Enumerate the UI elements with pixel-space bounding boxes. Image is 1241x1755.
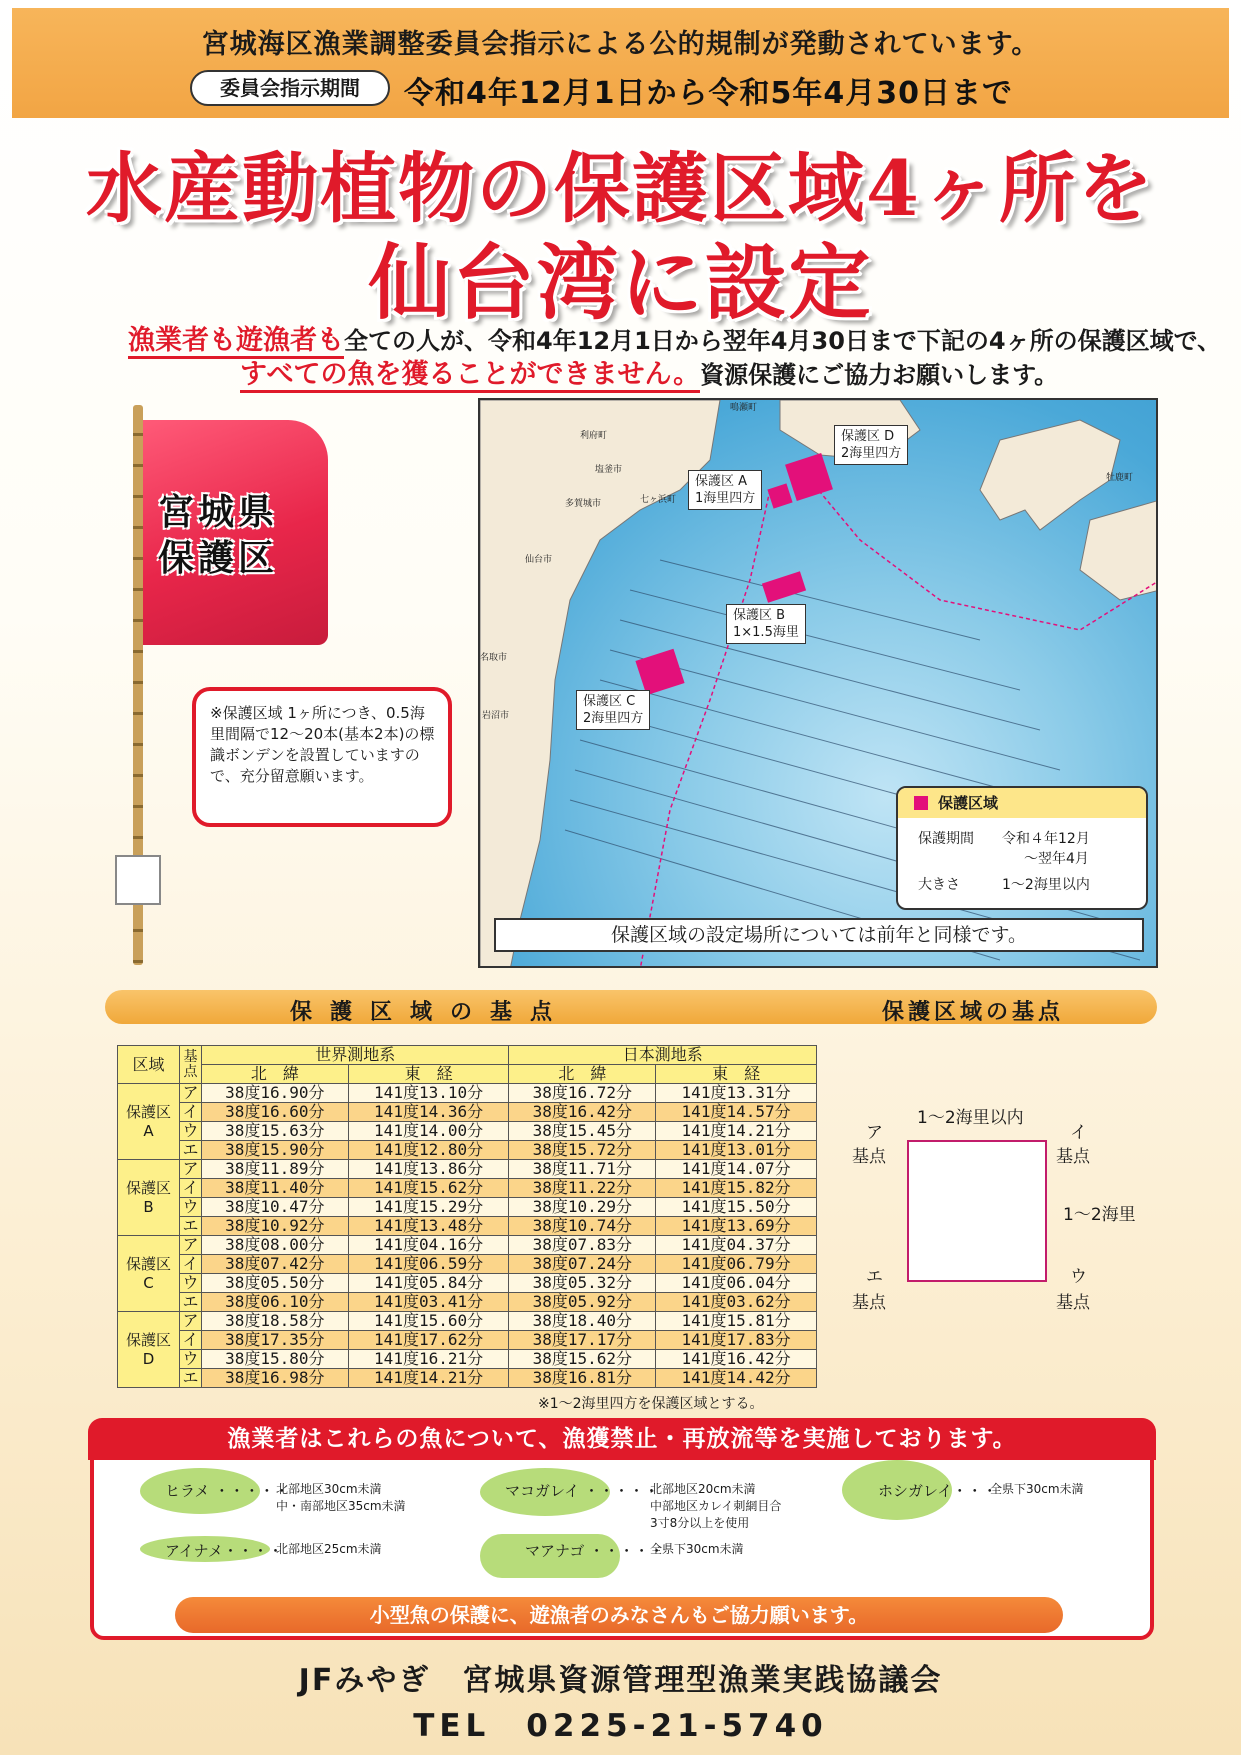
cell-jlon: 141度13.01分 [656, 1141, 817, 1160]
cell-pt: イ [180, 1255, 202, 1274]
fish-rules-header: 漁業者はこれらの魚について、漁獲禁止・再放流等を実施しております。 [88, 1418, 1156, 1460]
city-label: 塩釜市 [595, 465, 623, 475]
zone-name: 保護区 [125, 1102, 171, 1121]
cell-jlat: 38度11.22分 [509, 1179, 656, 1198]
cell-wlat: 38度05.50分 [202, 1274, 349, 1293]
city-label: 鳴瀬町 [730, 403, 758, 413]
headline-line-1: 水産動植物の保護区域4ヶ所を [86, 144, 1155, 233]
cell-wlon: 141度13.10分 [348, 1084, 509, 1103]
cell-wlon: 141度14.00分 [348, 1122, 509, 1141]
table-row [118, 1084, 817, 1103]
flag-line-1: 宮城県 [158, 492, 279, 533]
zone-name: 保護区 [125, 1254, 171, 1273]
legend-period-value-2: 〜翌年4月 [1024, 851, 1089, 867]
table-row [118, 1331, 817, 1350]
cell-jlon: 141度04.37分 [656, 1236, 817, 1255]
city-label: 牡鹿町 [1106, 473, 1134, 483]
cell-jlon: 141度15.82分 [656, 1179, 817, 1198]
legend-size-value: 1〜2海里以内 [1002, 877, 1090, 893]
zone-c-name: 保護区 C [583, 694, 636, 709]
cell-jlat: 38度15.45分 [509, 1122, 656, 1141]
zone-letter: C [143, 1273, 154, 1292]
period-text: 令和4年12月1日から令和5年4月30日まで [404, 76, 1013, 111]
zone-name: 保護区 [125, 1330, 171, 1349]
cell-wlon: 141度13.48分 [348, 1217, 509, 1236]
zone-d-size: 2海里四方 [841, 446, 902, 461]
diagram-top-label: 1〜2海里以内 [917, 1108, 1024, 1128]
col-point: 基点 [180, 1046, 202, 1084]
zone-c-label [576, 690, 650, 730]
cell-wlon: 141度15.62分 [348, 1179, 509, 1198]
cell-wlon: 141度15.60分 [348, 1312, 509, 1331]
legend-period-value-1: 令和４年12月 [1002, 831, 1090, 847]
cell-jlat: 38度07.83分 [509, 1236, 656, 1255]
fish-rule-makogarei: 北部地区20cm未満 中部地区カレイ刺網目合 3寸8分以上を使用 [650, 1482, 782, 1530]
zone-d-name: 保護区 D [841, 429, 895, 444]
cell-wlon: 141度05.84分 [348, 1274, 509, 1293]
cell-jlat: 38度05.32分 [509, 1274, 656, 1293]
map-legend [896, 786, 1148, 910]
intro-text-1: 全ての人が、令和4年12月1日から翌年4月30日まで下記の4ヶ所の保護区域で、 [344, 327, 1222, 355]
flag-text [158, 490, 278, 582]
organization-name: JFみやぎ 宮城県資源管理型漁業実践協議会 [298, 1663, 943, 1698]
table-row [118, 1217, 817, 1236]
diagram-a: ア [866, 1123, 883, 1143]
cell-pt: イ [180, 1331, 202, 1350]
cell-jlon: 141度13.31分 [656, 1084, 817, 1103]
cell-wlat: 38度16.90分 [202, 1084, 349, 1103]
cell-jlon: 141度06.79分 [656, 1255, 817, 1274]
fish-name-ainame: アイナメ・・・・ [165, 1542, 284, 1560]
table-row [118, 1236, 817, 1255]
col-world-lat: 北 緯 [202, 1065, 349, 1084]
col-world: 世界測地系 [202, 1046, 509, 1065]
intro-highlight-2: すべての魚を獲ることができません。 [240, 359, 700, 393]
cell-wlat: 38度15.80分 [202, 1350, 349, 1369]
cell-wlon: 141度15.29分 [348, 1198, 509, 1217]
cell-wlon: 141度04.16分 [348, 1236, 509, 1255]
cell-jlon: 141度14.21分 [656, 1122, 817, 1141]
cell-wlat: 38度10.47分 [202, 1198, 349, 1217]
cell-wlat: 38度15.90分 [202, 1141, 349, 1160]
fish-name-makogarei: マコガレイ ・・・・・ [505, 1482, 660, 1500]
cell-wlat: 38度16.60分 [202, 1103, 349, 1122]
table-row [118, 1274, 817, 1293]
col-japan-lat: 北 緯 [509, 1065, 656, 1084]
cell-pt: ウ [180, 1198, 202, 1217]
intro-line-2 [240, 352, 1058, 391]
table-row [118, 1312, 817, 1331]
cell-wlat: 38度16.98分 [202, 1369, 349, 1388]
zone-b-name: 保護区 B [733, 608, 786, 623]
cell-pt: イ [180, 1103, 202, 1122]
top-banner [12, 8, 1229, 118]
zone-a-label [688, 470, 762, 510]
cell-wlon: 141度14.21分 [348, 1369, 509, 1388]
cell-wlat: 38度18.58分 [202, 1312, 349, 1331]
table-note: ※1〜2海里四方を保護区域とする。 [538, 1396, 764, 1412]
city-label: 名取市 [480, 653, 508, 663]
cell-jlat: 38度16.72分 [509, 1084, 656, 1103]
diagram-u: ウ [1070, 1267, 1087, 1287]
headline-line-2: 仙台湾に設定 [368, 235, 873, 331]
cell-wlat: 38度10.92分 [202, 1217, 349, 1236]
cell-wlon: 141度06.59分 [348, 1255, 509, 1274]
cell-jlat: 38度16.81分 [509, 1369, 656, 1388]
coordinates-table [117, 1045, 817, 1388]
zone-name: 保護区 [125, 1178, 171, 1197]
cell-pt: ア [180, 1312, 202, 1331]
cell-wlon: 141度03.41分 [348, 1293, 509, 1312]
zone-b-size: 1×1.5海里 [733, 625, 799, 640]
cell-pt: エ [180, 1141, 202, 1160]
zone-b-label [726, 604, 806, 644]
fish-rule-hoshigarei: 全県下30cm未満 [990, 1482, 1084, 1496]
col-zone: 区域 [118, 1046, 180, 1084]
cell-pt: ア [180, 1160, 202, 1179]
cell-wlon: 141度16.21分 [348, 1350, 509, 1369]
table-row [118, 1293, 817, 1312]
cell-pt: ウ [180, 1122, 202, 1141]
fish-name-hirame: ヒラメ ・・・・・ [165, 1482, 290, 1500]
buoy-callout: ※保護区域 1ヶ所につき、0.5海里間隔で12〜20本(基本2本)の標識ボンデンを設置していますので、充分留意願います。 [192, 687, 452, 827]
cell-jlon: 141度16.42分 [656, 1350, 817, 1369]
table-row [118, 1369, 817, 1388]
diagram-e: エ [866, 1267, 883, 1287]
fish-rule-ainame: 北部地区25cm未満 [276, 1542, 382, 1556]
legend-size-label: 大きさ [918, 877, 960, 893]
cell-jlon: 141度03.62分 [656, 1293, 817, 1312]
zone-a-name: 保護区 A [695, 474, 748, 489]
table-row [118, 1179, 817, 1198]
legend-swatch [914, 796, 928, 810]
zone-letter: D [142, 1349, 155, 1368]
cell-wlon: 141度14.36分 [348, 1103, 509, 1122]
cell-pt: ウ [180, 1274, 202, 1293]
coordinates-body [118, 1084, 817, 1388]
cell-pt: イ [180, 1179, 202, 1198]
fish-name-maanago: マアナゴ ・・・・・ [525, 1542, 665, 1560]
cell-wlon: 141度13.86分 [348, 1160, 509, 1179]
legend-title: 保護区域 [898, 788, 1146, 818]
cell-wlat: 38度11.89分 [202, 1160, 349, 1179]
city-label: 多賀城市 [565, 499, 602, 509]
cell-wlat: 38度15.63分 [202, 1122, 349, 1141]
cell-jlat: 38度15.62分 [509, 1350, 656, 1369]
cell-jlon: 141度14.57分 [656, 1103, 817, 1122]
cell-jlat: 38度05.92分 [509, 1293, 656, 1312]
table-row [118, 1122, 817, 1141]
diagram-side-label: 1〜2海里 [1063, 1205, 1136, 1225]
cell-jlon: 141度13.69分 [656, 1217, 817, 1236]
cell-wlat: 38度06.10分 [202, 1293, 349, 1312]
cell-jlat: 38度16.42分 [509, 1103, 656, 1122]
intro-text-2: 資源保護にご協力お願いします。 [700, 361, 1059, 389]
table-row [118, 1198, 817, 1217]
cell-jlon: 141度06.04分 [656, 1274, 817, 1293]
city-label: 岩沼市 [482, 711, 510, 721]
cell-pt: エ [180, 1217, 202, 1236]
diagram-a-kiten: 基点 [852, 1147, 886, 1167]
zone-cell [118, 1084, 180, 1160]
legend-period-label: 保護期間 [918, 831, 974, 847]
cell-jlon: 141度14.42分 [656, 1369, 817, 1388]
zone-cell [118, 1236, 180, 1312]
cell-jlat: 38度18.40分 [509, 1312, 656, 1331]
table-section-title: 保護区域の基点 [290, 1000, 571, 1025]
period-badge: 委員会指示期間 [190, 70, 390, 106]
diagram-i: イ [1070, 1123, 1087, 1143]
cell-wlon: 141度17.62分 [348, 1331, 509, 1350]
pole-tag [115, 855, 161, 905]
zone-c-size: 2海里四方 [583, 711, 644, 726]
fish-rule-hirame: 北部地区30cm未満 中・南部地区35cm未満 [276, 1482, 406, 1513]
diagram-square [907, 1140, 1047, 1282]
cell-jlat: 38度10.74分 [509, 1217, 656, 1236]
intro-highlight-1: 漁業者も遊漁者も [128, 325, 344, 359]
table-row [118, 1141, 817, 1160]
zone-cell [118, 1312, 180, 1388]
cell-pt: ア [180, 1236, 202, 1255]
zone-a-size: 1海里四方 [695, 491, 756, 506]
diagram-e-kiten: 基点 [852, 1293, 886, 1313]
city-label: 仙台市 [525, 555, 553, 565]
cell-pt: ウ [180, 1350, 202, 1369]
cell-jlat: 38度11.71分 [509, 1160, 656, 1179]
cell-wlat: 38度17.35分 [202, 1331, 349, 1350]
fish-rule-maanago: 全県下30cm未満 [650, 1542, 744, 1556]
zone-letter: B [143, 1197, 154, 1216]
sendai-bay-map [478, 398, 1158, 968]
cell-jlat: 38度10.29分 [509, 1198, 656, 1217]
cell-pt: ア [180, 1084, 202, 1103]
cell-wlon: 141度12.80分 [348, 1141, 509, 1160]
cell-wlat: 38度08.00分 [202, 1236, 349, 1255]
cell-pt: エ [180, 1293, 202, 1312]
city-label: 利府町 [580, 431, 608, 441]
map-footer-note: 保護区域の設定場所については前年と同様です。 [494, 918, 1144, 952]
cell-jlon: 141度17.83分 [656, 1331, 817, 1350]
col-japan: 日本測地系 [509, 1046, 817, 1065]
flag-line-2: 保護区 [158, 538, 279, 579]
cooperation-bar: 小型魚の保護に、遊漁者のみなさんもご協力願います。 [175, 1597, 1063, 1633]
diagram-i-kiten: 基点 [1056, 1147, 1090, 1167]
table-row [118, 1160, 817, 1179]
table-row [118, 1255, 817, 1274]
col-japan-lon: 東 経 [656, 1065, 817, 1084]
cell-jlat: 38度17.17分 [509, 1331, 656, 1350]
fish-name-hoshigarei: ホシガレイ・・・ [878, 1482, 998, 1500]
diagram-u-kiten: 基点 [1056, 1293, 1090, 1313]
cell-wlat: 38度11.40分 [202, 1179, 349, 1198]
zone-d-label [834, 425, 908, 465]
cell-jlon: 141度14.07分 [656, 1160, 817, 1179]
cell-jlat: 38度15.72分 [509, 1141, 656, 1160]
zone-cell [118, 1160, 180, 1236]
regulation-notice: 宮城海区漁業調整委員会指示による公的規制が発動されています。 [201, 29, 1040, 60]
cell-wlat: 38度07.42分 [202, 1255, 349, 1274]
table-row [118, 1350, 817, 1369]
city-label: 七ヶ浜町 [640, 495, 677, 505]
diagram-section-title: 保護区域の基点 [882, 1000, 1065, 1025]
cell-jlat: 38度07.24分 [509, 1255, 656, 1274]
cell-jlon: 141度15.50分 [656, 1198, 817, 1217]
cell-pt: エ [180, 1369, 202, 1388]
zone-letter: A [143, 1121, 154, 1140]
col-world-lon: 東 経 [348, 1065, 509, 1084]
cell-jlon: 141度15.81分 [656, 1312, 817, 1331]
table-row [118, 1103, 817, 1122]
telephone: TEL 0225-21-5740 [413, 1708, 828, 1744]
